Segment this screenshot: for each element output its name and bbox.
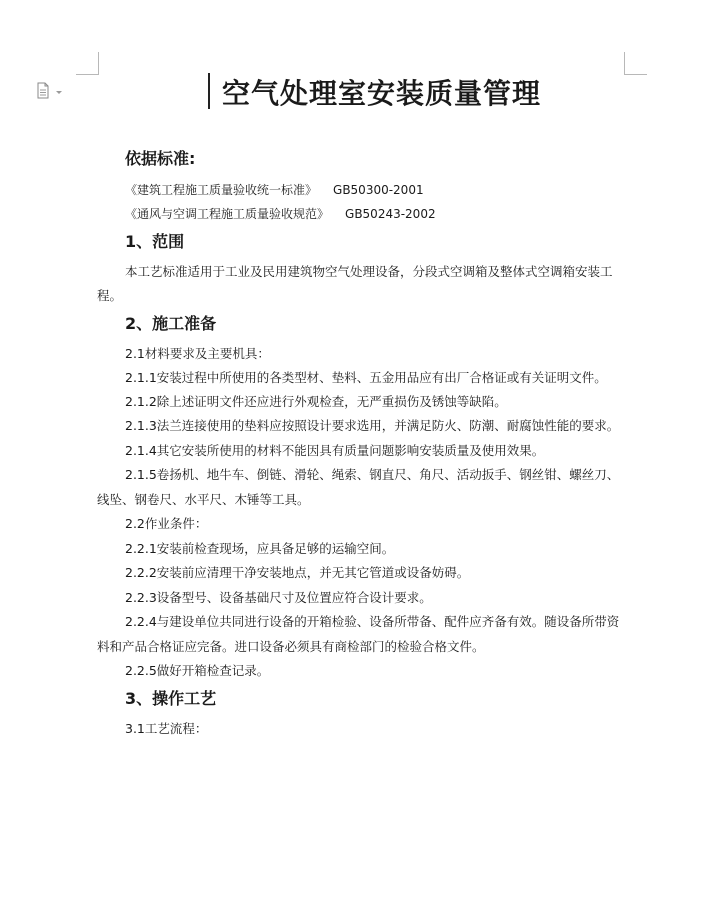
standard-line-1: [125, 181, 424, 198]
standard-name: 《建筑工程施工质量验收统一标准》: [125, 183, 318, 197]
document-icon[interactable]: [36, 82, 66, 100]
paragraph-line: 线坠、钢卷尺、水平尺、木锤等工具。: [97, 492, 310, 507]
crop-mark-top-right: [624, 52, 647, 75]
paragraph-line: 2.1材料要求及主要机具：: [125, 346, 270, 361]
standard-code: GB50300-2001: [333, 183, 424, 197]
section-3-heading: 3、操作工艺: [125, 689, 217, 708]
paragraph-line: 2.2.3设备型号、设备基础尺寸及位置应符合设计要求。: [125, 590, 432, 605]
paragraph-line: 2.1.4其它安装所使用的材料不能因具有质量问题影响安装质量及使用效果。: [125, 443, 545, 458]
paragraph-line: 程。: [97, 288, 123, 303]
paragraph-line: 2.1.3法兰连接使用的垫料应按照设计要求选用，并满足防火、防潮、耐腐蚀性能的要求。: [125, 418, 620, 433]
crop-mark-top-left: [76, 52, 99, 75]
standard-line-2: [125, 205, 436, 222]
paragraph-line: 本工艺标准适用于工业及民用建筑物空气处理设备，分段式空调箱及整体式空调箱安装工: [125, 264, 613, 279]
paragraph-line: 2.2.1安装前检查现场，应具备足够的运输空间。: [125, 541, 395, 556]
paragraph-line: 料和产品合格证应完备。进口设备必须具有商检部门的检验合格文件。: [97, 639, 485, 654]
basis-heading: 依据标准:: [125, 149, 196, 168]
document-title: 空气处理室安装质量管理: [222, 77, 542, 110]
standard-code: GB50243-2002: [345, 207, 436, 221]
standard-name: 《通风与空调工程施工质量验收规范》: [125, 207, 330, 221]
paragraph-line: 2.1.1安装过程中所使用的各类型材、垫料、五金用品应有出厂合格证或有关证明文件。: [125, 370, 607, 385]
section-1-heading: 1、范围: [125, 232, 185, 251]
paragraph-line: 3.1工艺流程：: [125, 721, 208, 736]
section-2-heading: 2、施工准备: [125, 314, 217, 333]
text-cursor: [208, 73, 210, 109]
paragraph-line: 2.2.2安装前应清理干净安装地点，并无其它管道或设备妨碍。: [125, 565, 470, 580]
paragraph-line: 2.1.5卷扬机、地牛车、倒链、滑轮、绳索、钢直尺、角尺、活动扳手、钢丝钳、螺丝刀、: [125, 467, 620, 482]
paragraph-line: 2.2.4与建设单位共同进行设备的开箱检验、设备所带备、配件应齐备有效。随设备所带资: [125, 614, 620, 629]
paragraph-line: 2.1.2除上述证明文件还应进行外观检查，无严重损伤及锈蚀等缺陷。: [125, 394, 507, 409]
paragraph-line: 2.2.5做好开箱检查记录。: [125, 663, 270, 678]
paragraph-line: 2.2作业条件：: [125, 516, 208, 531]
